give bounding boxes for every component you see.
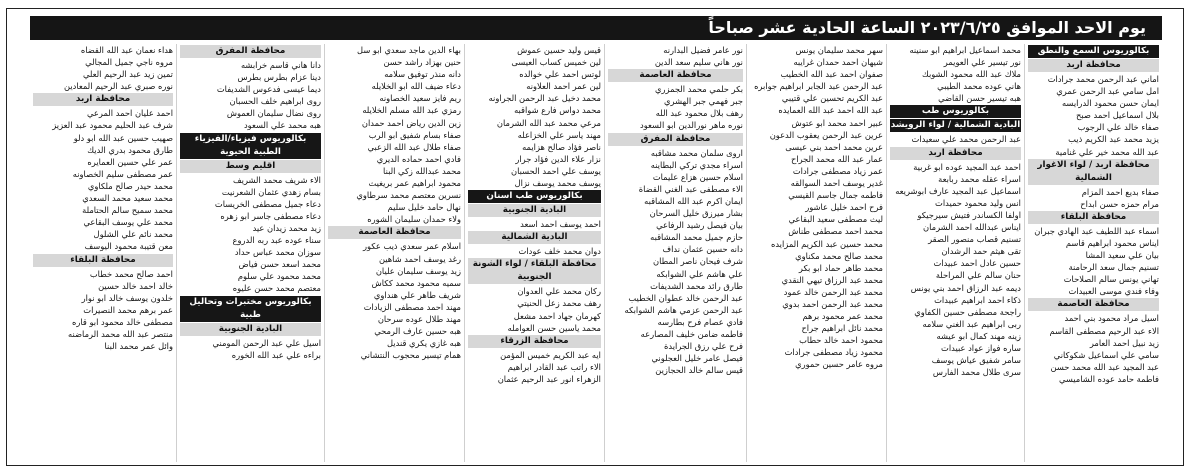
name-entry: عمر مصطفى سليم الخصاونه — [72, 168, 173, 179]
name-entry: محمد سعيد محمد السعدي — [82, 193, 173, 204]
name-entry: منتصر عبد الله محمد الرماضنه — [68, 328, 173, 339]
name-entry: خلدون يوسف خالد ابو نوار — [81, 292, 173, 303]
name-entry: همام تيسير محجوب النتشاني — [360, 350, 461, 361]
section-heading: محافظة البلقاء — [1028, 211, 1159, 224]
name-entry: بلال اسماعيل احمد صبح — [1075, 110, 1159, 121]
name-entry: سناء عوده عبد ربه الدروع — [232, 235, 321, 246]
name-entry: روى ابراهيم خلف الحسبان — [229, 96, 321, 107]
name-entry: اسراء عقله محمد ربابعة — [938, 173, 1021, 184]
section-heading: محافظة الزرقاء — [468, 335, 601, 348]
name-entry: سرى طلال محمد الفارس — [932, 367, 1021, 378]
name-entry: ايه عبد الكريم خميس المؤمن — [500, 349, 601, 360]
name-entry: فاطمة حامد عوده الشاميسي — [1058, 373, 1159, 384]
name-entry: احمد عليان احمد المرعي — [87, 108, 173, 119]
name-entry: عمر زياد مصطفى جرادات — [792, 165, 883, 176]
name-entry: الاء شريف محمد الشريف — [233, 174, 321, 185]
section-heading: محافظة اربد / لواء الاغوار الشمالية — [1028, 159, 1159, 185]
name-entry: محمد ياسين حسن العوامله — [507, 322, 601, 333]
name-entry: محمد عبد الرحمن خالد عمود — [783, 286, 883, 297]
column-5 — [464, 44, 604, 462]
name-entry: بهاء الدين ماجد سعدي ابو سل — [357, 45, 461, 55]
name-entry: وفاء فندي موسى العبيدات — [1068, 286, 1159, 297]
name-entry: دانه منذر توفيق سلامه — [384, 69, 461, 80]
name-entry: فاطمه ضامن خليف المصارعه — [640, 328, 743, 339]
name-entry: عبد الرحمن عزمي هاشم الشوابكه — [624, 304, 743, 315]
section-heading: محافظة البلقاء — [33, 254, 173, 267]
name-entry: علي هاشم علي الشوابكه — [656, 268, 743, 279]
program-heading: بكالوريوس طب — [890, 105, 1021, 118]
program-heading: بكالوريوس فيزياء/الفيزياء الطبية الحيوية — [180, 133, 321, 159]
name-entry: اسراء مجدي تركي البطاينه — [650, 159, 743, 170]
section-heading: البادية الجنوبية — [180, 323, 321, 336]
name-entry: احمد يوسف احمد اسعد — [520, 219, 601, 230]
name-entry: تسنيم قصاب منصور الصقر — [928, 234, 1021, 245]
name-entry: عمر برهم محمد النصيرات — [83, 304, 173, 315]
name-entry: اسماعيل عبد المجيد عارف ابوشريعه — [895, 185, 1021, 196]
name-entry: ريم فايز سعيد الخصاونه — [379, 93, 461, 104]
name-entry: ايمان اكرم عبد الله المشاقبه — [644, 195, 743, 206]
name-entry: تمين زيد عبد الرحيم العلي — [82, 69, 173, 80]
name-entry: محمد دخيل عبد الرحمن الجراونه — [488, 93, 601, 104]
name-entry: ناصر فؤاد صالح هزايمه — [522, 141, 601, 152]
name-entry: محمد عبد الرزاق تيهي النقدي — [781, 274, 883, 285]
name-entry: دانا هاني قاسم خرابشه — [240, 60, 321, 70]
name-entry: جبر فهمي جبر الهشري — [664, 96, 743, 107]
name-entry: يوسف علي احمد الحسبان — [511, 165, 601, 176]
name-entry: سامر شفيق عياش يوسف — [931, 355, 1021, 366]
program-heading: بكالوريوس السمع والنطق — [1028, 45, 1159, 58]
name-entry: مهند احمد مصطفى الزيادات — [363, 301, 461, 312]
name-entry: حازم جميل محمد المشاقبه — [650, 232, 743, 243]
name-entry: ذكاء احمد ابراهيم عبيدات — [934, 294, 1021, 305]
name-entry: محمد اسعد حسن فياض — [238, 259, 321, 270]
name-entry: محمد نائل ابراهيم جراح — [801, 323, 883, 334]
name-entry: طارق رائد محمد الشديفات — [650, 280, 743, 291]
name-entry: زيد نبيل احمد العامر — [1089, 337, 1159, 348]
name-entry: ايناس محمود ابراهيم قاسم — [1065, 237, 1159, 248]
name-entry: غدير يوسف احمد السوالقه — [790, 178, 883, 189]
name-entry: عبد الرحمن عبد الجابر ابراهيم جوابره — [754, 81, 883, 92]
name-entry: محمد علي يوسف البقاعي — [83, 217, 173, 228]
name-entry: اسيل علي عبد الرحمن المومني — [212, 337, 321, 348]
name-entry: ولاء حمدان سليمان الشوره — [367, 214, 461, 225]
name-entry: بشار ميرزق خليل السرحان — [649, 208, 743, 219]
name-entry: زينه مهند كمال ابو عيشه — [936, 330, 1021, 341]
name-entry: بيان علي سعيد المشا — [1085, 250, 1159, 261]
name-entry: عبد المجيد عبد الله محمد حسن — [1050, 361, 1159, 372]
name-entry: بسام زهدي عثمان الشعرنيت — [221, 186, 321, 197]
name-entry: عبد الله محمد خير علي غنامية — [1055, 146, 1159, 157]
name-entry: محمد حيدر صالح ملكاوي — [87, 180, 173, 191]
section-heading: محافظة اربد — [890, 147, 1021, 160]
column-7 — [176, 44, 324, 462]
name-entry: محمد حسين عبد الكريم المزايده — [770, 238, 883, 249]
name-entry: بكر حلمي محمد الجمزري — [655, 84, 743, 95]
name-entry: فيصل عامر خليل العجلوني — [651, 353, 743, 364]
name-entry: اسماء عبد اللطيف عبد الهادي جبران — [1034, 225, 1159, 236]
name-entry: محمد دواس فارع شواقبه — [514, 105, 601, 116]
name-entry: زين الدين رياض احمد حمدان — [361, 117, 461, 128]
name-entry: عرين عبد الرحمن يعقوب الدعون — [769, 129, 883, 140]
name-entry: محمد اسماعيل ابراهيم ابو سنينه — [909, 45, 1021, 55]
name-entry: صفاء بسام شفيق ابو الرب — [368, 129, 461, 140]
name-entry: اروى سلمان محمد مشاقبه — [650, 147, 743, 158]
program-heading: البادية الشمالية / لواء الرويشد — [890, 120, 1021, 131]
name-entry: ملاك عبد الله محمود الشوبك — [921, 69, 1021, 80]
name-entry: قيس سالم خالد الحجازين — [655, 365, 743, 376]
name-entry: نور عامر فضيل البدارنه — [663, 45, 743, 55]
name-entry: عبد الرحمن محمد علي سعيدات — [911, 134, 1021, 145]
name-entry: اولفا الكساندر فتيش سيرجيكو — [917, 209, 1021, 220]
name-entry: صفاء خالد علي الرجوب — [1077, 122, 1159, 133]
name-entry: دعاء مصطفى جاسر ابو زهره — [220, 210, 321, 221]
name-entry: تقى هيثم حمد الرشدان — [941, 246, 1021, 257]
name-entry: رمزي عبد الله مسلم الخلايله — [362, 105, 461, 116]
name-entry: عرين محمد احمد بني عيسى — [785, 141, 883, 152]
name-entry: مصطفى خالد محمود ابو قاره — [72, 316, 173, 327]
section-heading: اقليم وسط — [180, 160, 321, 173]
name-entry: زيد محمد زيدان عيد — [252, 222, 321, 233]
name-entry: اسلام عمر سعدي ذيب عكور — [363, 241, 461, 252]
name-entry: لين خميس كساب العيسى — [511, 57, 601, 68]
name-entry: فاطمه جمال جاسم القيسي — [788, 190, 883, 201]
name-entry: لين عمر احمد العلاونه — [526, 81, 601, 92]
section-heading: محافظة المفرق — [180, 45, 321, 58]
name-entry: عبد الله احمد عبد الله العمايده — [778, 105, 883, 116]
name-entry: ساره فواز عواد عبيدات — [941, 342, 1021, 353]
name-entry: شرف عبد الحليم محمود عبد العزيز — [52, 120, 173, 131]
name-entry: اماني عبد الرحمن محمد جرادات — [1047, 74, 1159, 84]
section-heading: محافظة العاصمة — [1028, 298, 1159, 311]
name-entry: فرح علي رزق الجرايدة — [664, 341, 743, 352]
name-entry: محمد عمر محمود برهم — [802, 311, 883, 322]
section-heading: محافظة اربد — [33, 93, 173, 106]
name-entry: اسيل مراد محمود بني احمد — [1064, 313, 1159, 324]
name-entry: لوتس احمد علي خوالده — [519, 69, 601, 80]
name-entry: ايناس عبدالله احمد الشرمان — [923, 222, 1021, 233]
name-entry: نسرين معتصم محمد سرطاوي — [356, 190, 461, 201]
name-entry: تهاني يونس سالم الصلاحات — [1063, 274, 1159, 285]
name-entry: محمد عبد الرحمن احمد بدوي — [782, 298, 883, 309]
name-entry: يزيد محمد عبد الكريم ذيب — [1068, 134, 1159, 145]
name-entry: شريف طاهر علي هنداوي — [373, 289, 461, 300]
name-entry: عبد الرحمن خالد عطوان الخطيب — [628, 292, 743, 303]
name-entry: عبير احمد محمد ابو عتوش — [791, 117, 883, 128]
section-heading: محافظة اربد — [1028, 59, 1159, 72]
section-heading: البادية الشمالية — [468, 231, 601, 244]
name-entry: الاء عبد الرحيم مصطفى القاسم — [1049, 325, 1159, 336]
name-entry: مروه ناجي جميل المجالي — [85, 57, 173, 68]
name-entry: هبه تيسير حسن القاضي — [938, 93, 1021, 104]
name-entry: الزهراء انور عبد الرحيم عثمان — [497, 373, 601, 384]
column-8 — [30, 44, 176, 462]
column-2 — [886, 44, 1024, 462]
name-entry: دانه حسين عثمان نداف — [662, 244, 743, 255]
name-entry: نزار علاء الدين فؤاد جرار — [515, 153, 601, 164]
name-entry: نهال حامد خليل سليم — [387, 202, 461, 213]
name-entry: نور تيسير علي العويمر — [943, 57, 1021, 68]
name-entry: تسنيم جمال سعد الرحامنة — [1068, 262, 1159, 273]
program-heading: بكالوريوس طب اسنان — [468, 190, 601, 203]
section-heading: محافظة العاصمة — [608, 69, 743, 82]
name-entry: راجحة مصطفى حسين الكفاوي — [914, 306, 1021, 317]
name-entry: هبه محمد علي السعود — [243, 120, 321, 131]
name-entry: محمد احمد مصطفى طناش — [788, 226, 883, 237]
name-entry: ربى ابراهيم عبد الغني سلامه — [922, 318, 1021, 329]
column-1 — [1024, 44, 1162, 462]
name-entry: محمد طاهر حماد ابو بكر — [798, 262, 883, 273]
name-entry: فادي عصام فرح بطارسه — [657, 316, 743, 327]
name-entry: كهرمان جهاد احمد مشعل — [513, 310, 601, 321]
name-entry: نوره صبري عبد الرحيم المعادين — [64, 81, 173, 92]
name-entry: نوره ماهر نورالدين ابو السعود — [640, 120, 743, 131]
name-entry: صهيب حسين عبد الله ابو دلو — [73, 132, 173, 143]
name-entry: ركان محمد علي العدوان — [517, 286, 601, 297]
name-entry: حنان سالم علي المراحلة — [935, 270, 1021, 281]
name-entry: يوسف محمد يوسف نزال — [514, 178, 601, 189]
name-entry: زيد يوسف سليمان عليان — [375, 265, 461, 276]
name-entry: مهند ياسر علي الخزاعله — [517, 129, 601, 140]
name-entry: امل سامي عبد الرحمن عمري — [1056, 86, 1159, 97]
name-entry: ديمه عبد الرزاق احمد بني يونس — [910, 282, 1021, 293]
column-4 — [604, 44, 746, 462]
name-entry: سميه محمود محمد ككاش — [371, 277, 461, 288]
name-entry: سهر محمد سليمان يونس — [795, 45, 883, 55]
name-entry: فادي احمد حماده الديري — [376, 153, 461, 164]
name-entry: الاء راتب عبد القادر ابراهيم — [507, 361, 601, 372]
name-entry: روى نضال سليمان العموش — [226, 108, 321, 119]
section-heading: محافظة المفرق — [608, 133, 743, 146]
name-entry: مروه عامر حسين حموري — [795, 359, 883, 370]
name-entry: محمود ابراهيم عمر بريغيث — [368, 178, 461, 189]
name-entry: احمد عبد المجيد عوده ابو غربية — [913, 161, 1021, 172]
column-3 — [746, 44, 886, 462]
name-entry: حسين عادل احمد عبيدات — [933, 258, 1021, 269]
name-entry: ليث مصطفى سعيد البقاعي — [788, 214, 883, 225]
column-6 — [324, 44, 464, 462]
name-entry: صفاء طلال عبد الله الزعبي — [367, 141, 461, 152]
name-entry: صفاء بديع احمد المزام — [1081, 186, 1159, 197]
section-heading: البادية الجنوبية — [468, 204, 601, 217]
name-entry: هبه غازي يكري قنديل — [387, 338, 461, 349]
name-entry: مهند طلال عوده سرحان — [377, 313, 461, 324]
name-entry: سامي علي اسماعيل شكوكاني — [1053, 349, 1159, 360]
name-entry: محمود زياد مصطفى جرادات — [784, 347, 883, 358]
name-entry: هاني عوده محمد الطيبي — [937, 81, 1021, 92]
name-entry: ديما عيسى فدعوس الشديفات — [216, 84, 321, 95]
name-entry: صفوان احمد عبد الله الخطيب — [780, 69, 883, 80]
name-entry: رغد يوسف احمد شاهين — [378, 253, 461, 264]
name-entry: نور هاني سليم سعد الدين — [654, 57, 743, 68]
name-entry: معن قتيبة محمود اليوسف — [84, 241, 173, 252]
name-entry: شرف فيحان ناصر المطان — [652, 256, 743, 267]
name-entry: احمد صالح محمد خطاب — [89, 268, 173, 279]
name-entry: دينا عزام بطرس بطرس — [237, 72, 321, 83]
name-entry: اسلام حسين هزاع عليمات — [652, 171, 743, 182]
name-entry: رهف بلال محمود عبد الله — [655, 108, 743, 119]
columns-container — [30, 44, 1162, 462]
page-title: يوم الاحد الموافق ٢٠٢٣/٦/٢٥ الساعة الحادية عشر صباحاً — [30, 16, 1162, 40]
name-entry: عمر علي حسين العمايره — [87, 156, 173, 167]
name-entry: معتصم محمد حسن عليوه — [232, 283, 321, 294]
name-entry: محمد محمود علي سلوم — [237, 271, 321, 282]
name-entry: بيان فيصل رشيد الرفاعي — [656, 220, 743, 231]
name-entry: رهف محمد زعل الحنيتي — [517, 298, 601, 309]
name-entry: خالد احمد خالد حسين — [98, 280, 173, 291]
name-entry: هداء نعمان عبد الله القضاه — [80, 45, 173, 55]
name-entry: الاء مصطفى عبد الغني القضاة — [638, 183, 743, 194]
name-entry: ايمان حسن محمود الدرايسه — [1061, 98, 1159, 109]
name-entry: حنين بهزاد راشد حسن — [383, 57, 461, 68]
name-entry: قيس وليد حسين عموش — [517, 45, 601, 55]
name-entry: مرام حمزه حسن ابداح — [1080, 198, 1159, 209]
name-entry: محمود احمد خالد حطاب — [799, 335, 883, 346]
name-entry: طارق محمود بدري الديك — [87, 144, 173, 155]
name-entry: انس وليد محمود حميدات — [935, 197, 1021, 208]
name-entry: محمد نائم علي الشلول — [93, 229, 173, 240]
name-entry: شيهان احمد حمدان غرايبه — [793, 57, 883, 68]
name-entry: محمد عبدالله زكي البنا — [383, 165, 461, 176]
name-entry: وائل عمر محمد البنا — [104, 341, 173, 352]
name-entry: عبد الكريم تحسين علي قتيبي — [781, 93, 883, 104]
section-heading: محافظة البلقاء / لواء الشونة الجنوبية — [468, 258, 601, 284]
name-entry: دعاء ضيف الله ابو الخلايله — [371, 81, 461, 92]
name-entry: عمار عبد الله محمد الجراح — [790, 153, 883, 164]
name-entry: محمد صالح محمد مكناوي — [795, 250, 883, 261]
name-entry: براءه علي عبد الله الخوره — [231, 349, 321, 360]
name-entry: دوان محمد خلف عودات — [518, 246, 601, 257]
name-entry: محمد سميح سالم الحتاملة — [82, 205, 173, 216]
name-entry: فرح احمد خليل عاشور — [805, 202, 883, 213]
name-entry: دعاء جميل مصطفى الخريسات — [214, 198, 321, 209]
section-heading: محافظة العاصمة — [328, 226, 461, 239]
name-entry: هبه حسين عارف الرمحي — [374, 326, 461, 337]
name-entry: سوزان محمد عباس حداد — [234, 247, 321, 258]
name-entry: مرعي محمد عبد الله الشرمان — [496, 117, 601, 128]
program-heading: بكالوريوس مختبرات وتحاليل طبية — [180, 296, 321, 322]
